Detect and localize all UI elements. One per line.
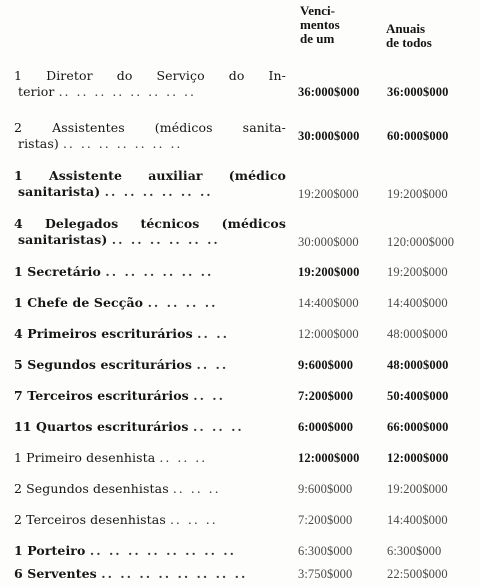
- leader-dots: .. .. .. .. .. .. .. ..: [89, 543, 236, 558]
- row-description-line1: 2 Assistentes (médicos sanita-: [14, 120, 286, 135]
- row-description: [14, 388, 286, 404]
- header-anuais-line2: de todos: [386, 35, 432, 50]
- value-total: 22:500$000: [387, 567, 448, 581]
- leader-dots: .. .. ..: [192, 419, 244, 434]
- leader-dots: .. .. .. .. .. .. ..: [62, 136, 183, 151]
- row-description-text: 1 Primeiro desenhista: [14, 450, 156, 465]
- header-vencimentos-line3: de um: [300, 31, 335, 46]
- leader-dots: .. .. .. .. .. .. .. ..: [58, 84, 196, 99]
- leader-dots: .. .. .. ..: [147, 295, 218, 310]
- value-unit: 36:000$000: [298, 85, 360, 99]
- header-vencimentos-line2: mentos: [300, 17, 340, 32]
- row-description: [14, 216, 286, 248]
- value-unit: 30:000$000: [298, 129, 360, 143]
- row-description: [14, 512, 286, 528]
- value-unit: 6:000$000: [298, 420, 354, 434]
- row-description-text: 2 Segundos desenhistas: [14, 481, 169, 496]
- leader-dots: .. .. .. .. .. .. .. ..: [101, 566, 248, 581]
- value-total: 48:000$000: [387, 327, 448, 341]
- row-description-text: 1 Chefe de Secção: [14, 295, 144, 310]
- row-description-text: 11 Quartos escriturários: [14, 419, 189, 434]
- row-description-line1: 4 Delegados técnicos (médicos: [14, 216, 286, 231]
- value-total: 60:000$000: [387, 129, 449, 143]
- row-description-text: 7 Terceiros escriturários: [14, 388, 189, 403]
- leader-dots: .. .. .. .. .. ..: [105, 264, 214, 279]
- row-description-line2: terior: [18, 84, 55, 99]
- leader-dots: .. ..: [196, 357, 229, 372]
- row-description-text: 4 Primeiros escriturários: [14, 326, 193, 341]
- row-description: [14, 168, 286, 200]
- leader-dots: .. .. .. .. .. ..: [104, 184, 213, 199]
- value-total: 120:000$000: [387, 235, 455, 249]
- row-description-line1: 1 Assistente auxiliar (médico: [14, 168, 286, 183]
- row-description-text: 1 Porteiro: [14, 543, 86, 558]
- row-description: [14, 357, 286, 373]
- value-unit: 30:000$000: [298, 235, 359, 249]
- value-unit: 12:000$000: [298, 327, 359, 341]
- leader-dots: .. .. ..: [159, 450, 208, 465]
- row-description: [14, 450, 286, 466]
- value-total: 50:400$000: [387, 389, 449, 403]
- row-description: [14, 68, 286, 100]
- row-description-text: 1 Secretário: [14, 264, 101, 279]
- row-description: [14, 295, 286, 311]
- value-unit: 9:600$000: [298, 358, 354, 372]
- row-description-line2: ristas): [18, 136, 59, 151]
- row-description-line1: 1 Diretor do Serviço do In-: [14, 68, 286, 83]
- value-total: 12:000$000: [387, 451, 449, 465]
- row-description: [14, 120, 286, 152]
- value-unit: 19:200$000: [298, 187, 359, 201]
- value-total: 19:200$000: [387, 482, 448, 496]
- leader-dots: .. .. ..: [172, 481, 221, 496]
- leader-dots: .. ..: [197, 326, 229, 341]
- header-anuais-de-todos: [386, 22, 476, 50]
- header-vencimentos-line1: Venci-: [300, 3, 335, 18]
- row-description: [14, 264, 286, 280]
- row-description: [14, 543, 286, 559]
- leader-dots: .. ..: [193, 388, 225, 403]
- row-description-text: 2 Terceiros desenhistas: [14, 512, 166, 527]
- value-unit: 14:400$000: [298, 296, 359, 310]
- value-unit: 12:000$000: [298, 451, 360, 465]
- value-unit: 7:200$000: [298, 389, 354, 403]
- row-description: [14, 419, 286, 435]
- value-total: 48:000$000: [387, 358, 449, 372]
- value-total: 19:200$000: [387, 265, 448, 279]
- value-total: 14:400$000: [387, 513, 448, 527]
- row-description-line2: sanitarista): [18, 184, 101, 199]
- row-description-text: 5 Segundos escriturários: [14, 357, 193, 372]
- value-total: 6:300$000: [387, 544, 442, 558]
- row-description: [14, 326, 286, 342]
- header-anuais-line1: Anuais: [386, 21, 426, 36]
- row-description-text: 6 Serventes: [14, 566, 97, 581]
- value-total: 14:400$000: [387, 296, 448, 310]
- header-vencimentos-de-um: [300, 4, 380, 46]
- row-description-line2: sanitaristas): [18, 232, 108, 247]
- value-total: 66:000$000: [387, 420, 449, 434]
- value-unit: 7:200$000: [298, 513, 353, 527]
- row-description: [14, 566, 286, 582]
- row-description: [14, 481, 286, 497]
- value-total: 36:000$000: [387, 85, 449, 99]
- leader-dots: .. .. .. .. .. ..: [111, 232, 220, 247]
- value-unit: 3:750$000: [298, 567, 353, 581]
- leader-dots: .. .. ..: [169, 512, 218, 527]
- value-unit: 19:200$000: [298, 265, 360, 279]
- value-unit: 9:600$000: [298, 482, 353, 496]
- value-total: 19:200$000: [387, 187, 448, 201]
- value-unit: 6:300$000: [298, 544, 353, 558]
